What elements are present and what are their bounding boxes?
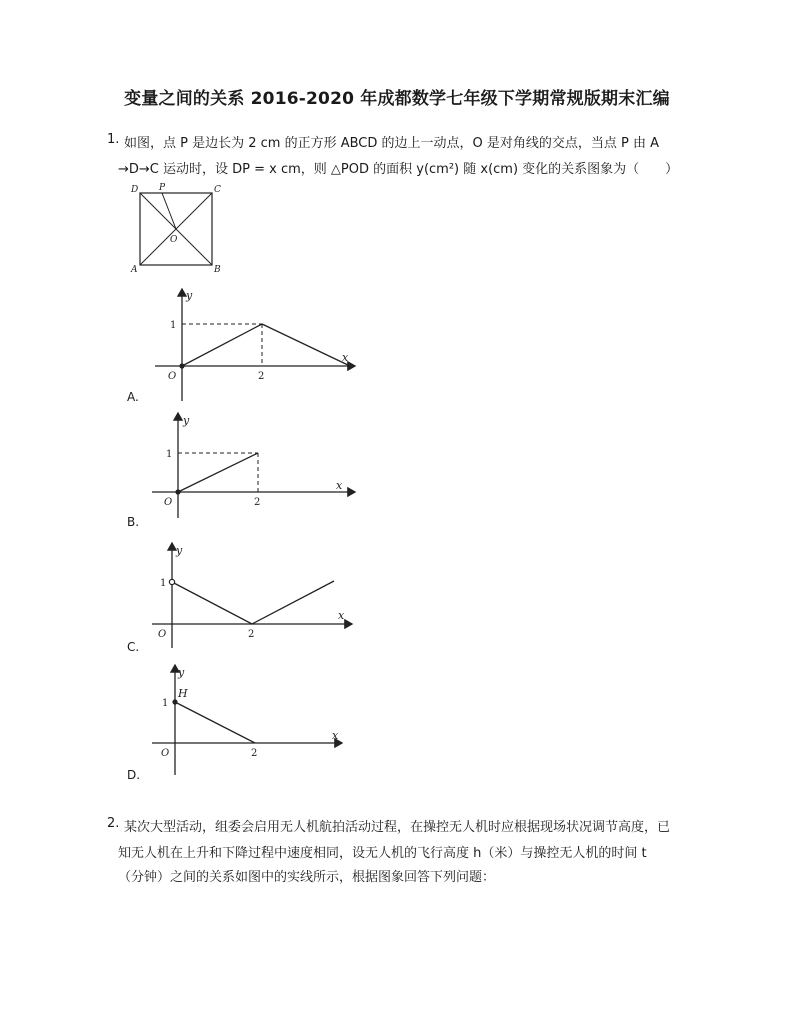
a-x-tick: 2: [258, 371, 265, 382]
option-c-graph: [150, 540, 370, 650]
option-b-label[interactable]: B.: [127, 515, 140, 529]
b-y-tick: 1: [166, 449, 173, 460]
c-x-tick: 2: [248, 629, 255, 640]
option-a-label[interactable]: A.: [127, 390, 139, 404]
label-p: P: [159, 183, 166, 193]
q1-number: 1.: [107, 132, 120, 147]
option-d-graph: [150, 663, 370, 778]
d-y-axis-label: y: [178, 666, 185, 679]
b-y-axis-label: y: [183, 414, 190, 427]
label-d: D: [131, 185, 139, 195]
d-origin: O: [161, 748, 170, 759]
label-c: C: [214, 185, 221, 195]
option-b-graph: [150, 410, 370, 520]
label-o: O: [170, 235, 178, 245]
d-point-label: H: [178, 687, 188, 700]
c-origin: O: [158, 629, 167, 640]
q2-number: 2.: [107, 816, 120, 831]
option-a-graph: [150, 285, 370, 405]
q2-text-line3: （分钟）之间的关系如图中的实线所示，根据图象回答下列问题：: [118, 870, 496, 885]
a-y-axis-label: y: [186, 289, 193, 302]
q1-text-line1: 如图，点 P 是边长为 2 cm 的正方形 ABCD 的边上一动点，O 是对角线的交点，当点 P 由 A: [124, 136, 660, 151]
option-d-label[interactable]: D.: [127, 768, 141, 782]
option-c-label[interactable]: C.: [127, 640, 140, 654]
d-x-tick: 2: [251, 748, 258, 759]
d-y-tick: 1: [162, 698, 169, 709]
a-y-tick: 1: [170, 320, 177, 331]
b-x-tick: 2: [254, 497, 261, 508]
label-b: B: [214, 265, 221, 275]
square-figure: [128, 184, 228, 276]
a-origin: O: [168, 371, 177, 382]
b-origin: O: [164, 497, 173, 508]
a-x-axis-label: x: [342, 351, 349, 364]
label-a: A: [131, 265, 138, 275]
c-x-axis-label: x: [338, 609, 345, 622]
b-x-axis-label: x: [336, 479, 343, 492]
c-y-tick: 1: [160, 578, 167, 589]
q2-text-line2: 知无人机在上升和下降过程中速度相同，设无人机的飞行高度 h（米）与操控无人机的时间 t: [118, 846, 647, 861]
q2-text-line1: 某次大型活动，组委会启用无人机航拍活动过程，在操控无人机时应根据现场状况调节高度，已: [124, 820, 671, 835]
page-title: 变量之间的关系 2016-2020 年成都数学七年级下学期常规版期末汇编: [124, 89, 670, 109]
q1-text-line2: →D→C 运动时，设 DP = x cm，则 △POD 的面积 y(cm²) 随 x(cm) 变化的关系图象为（ ）: [118, 162, 679, 177]
c-y-axis-label: y: [176, 544, 183, 557]
d-x-axis-label: x: [332, 729, 339, 742]
